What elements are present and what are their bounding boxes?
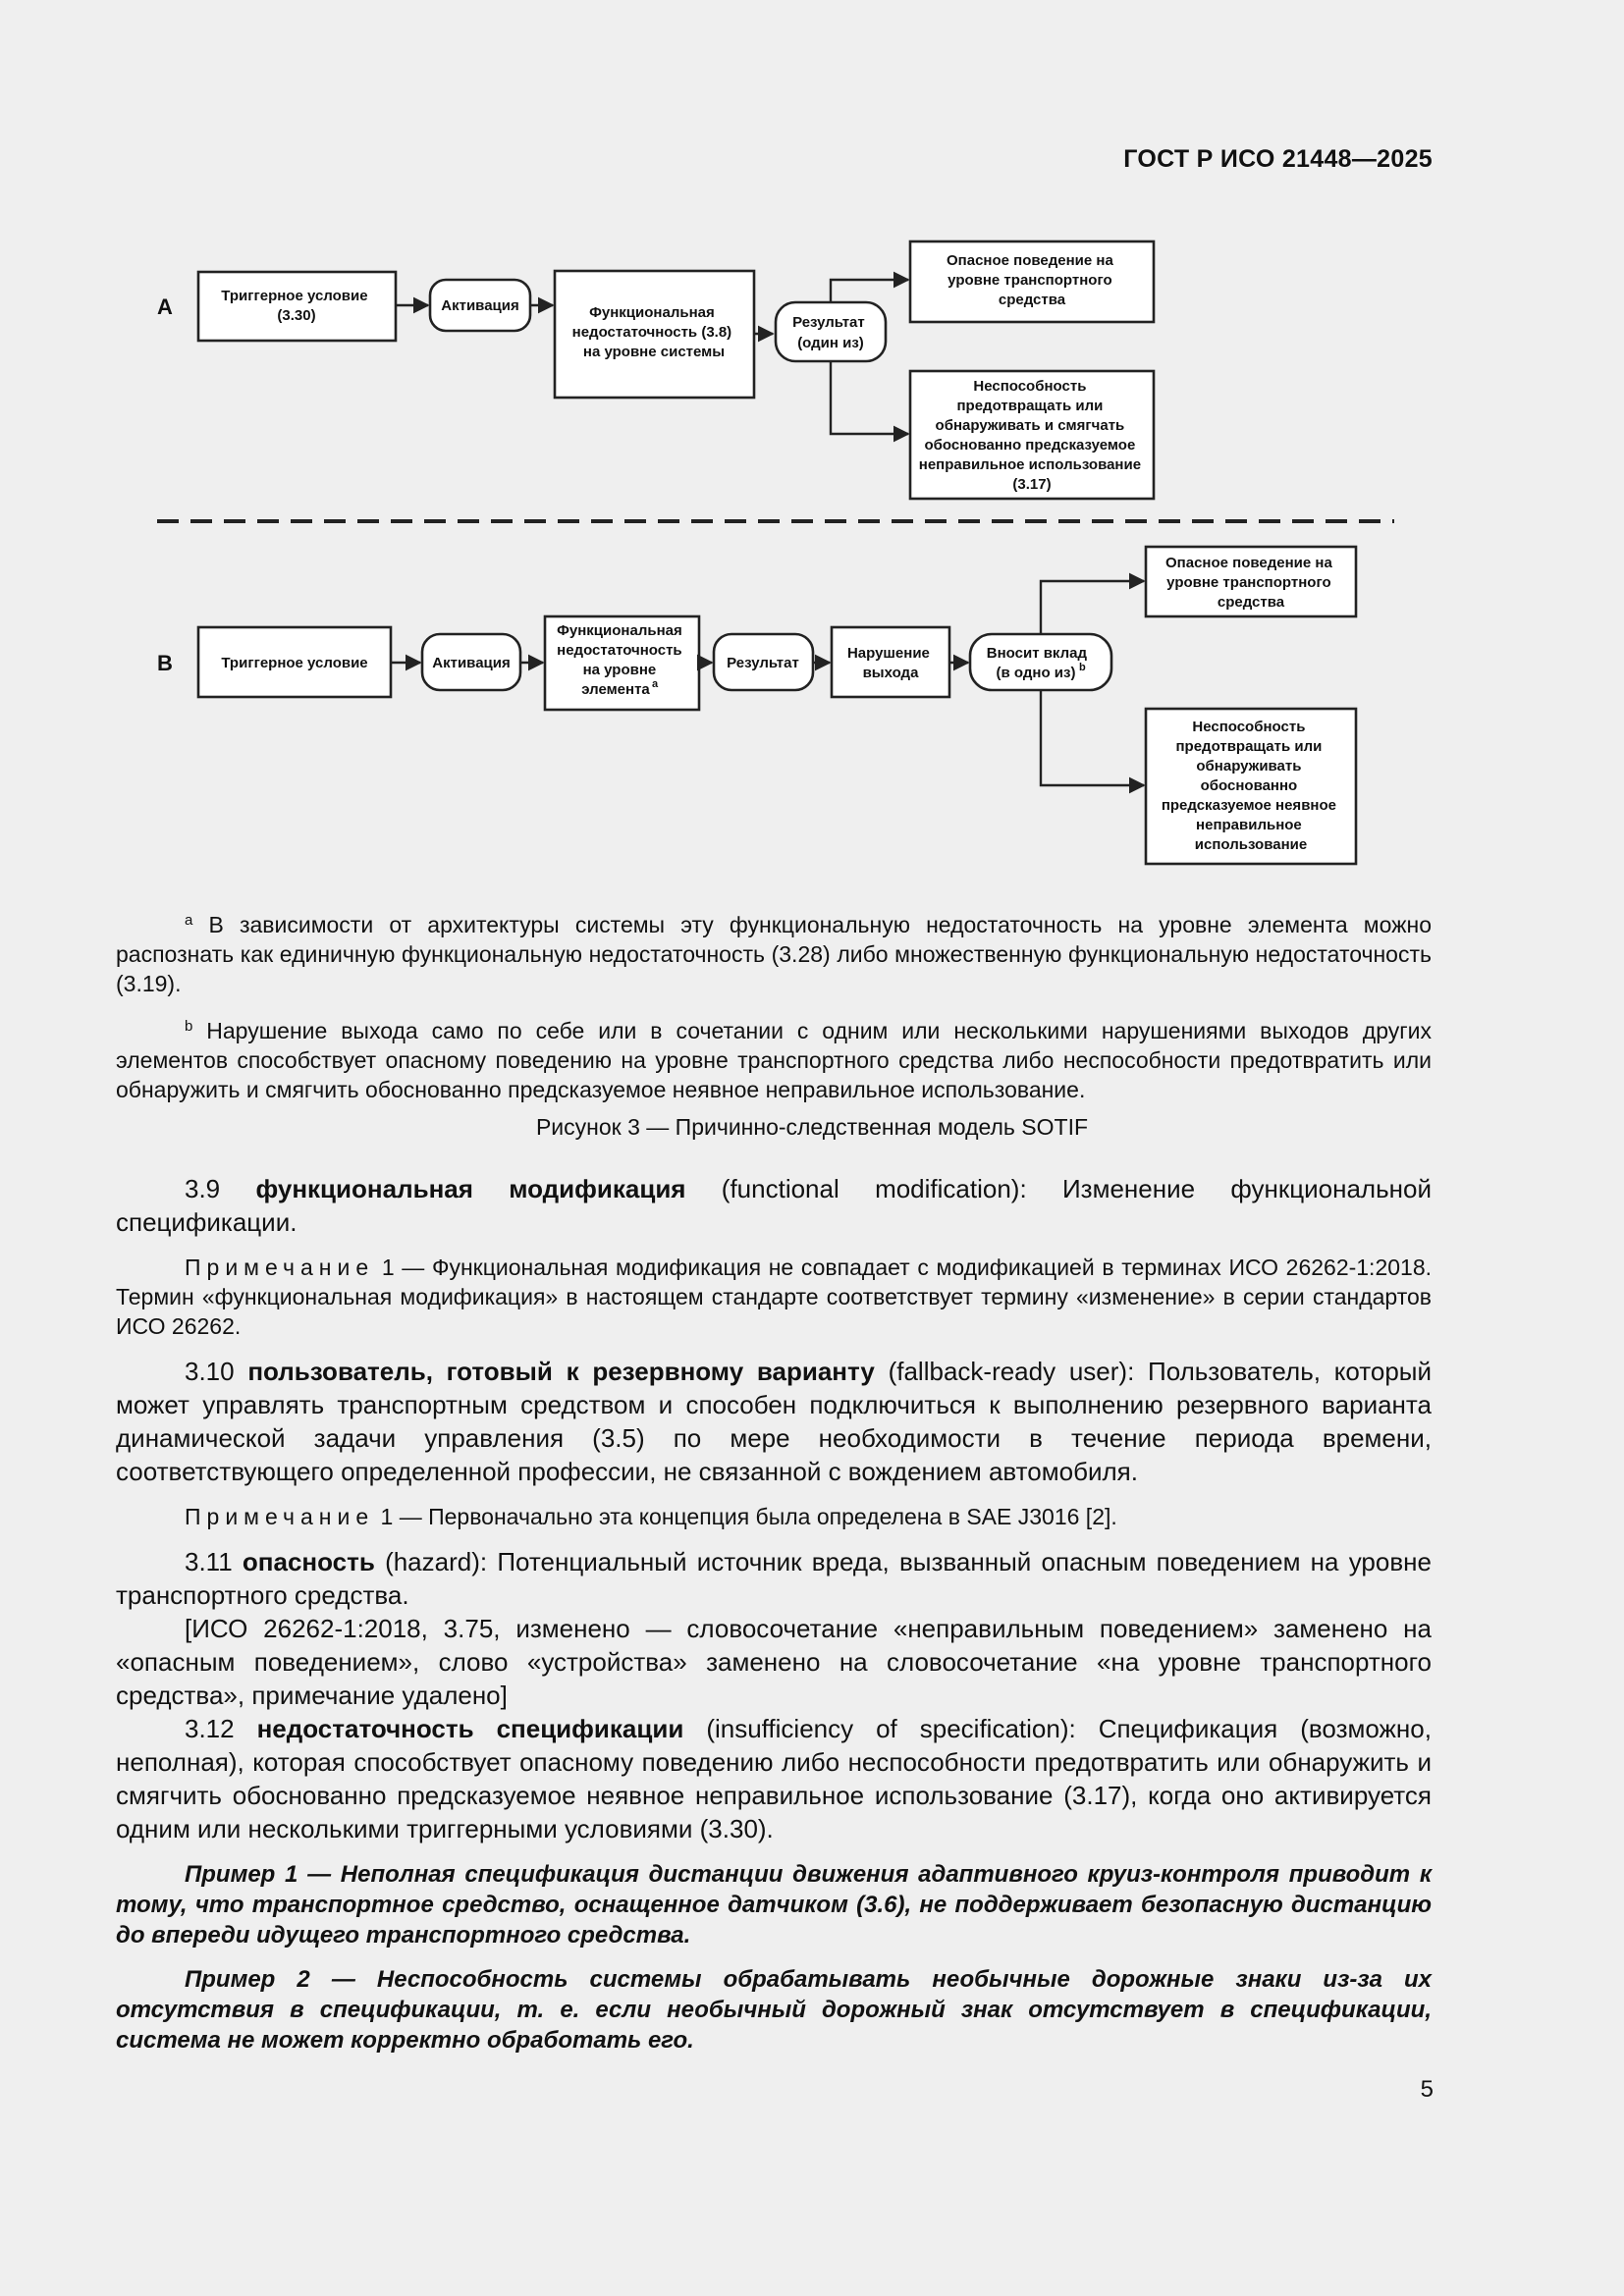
b-arrow-out1 [1041,581,1144,634]
b-arrow-out2 [1041,690,1144,785]
a-result-box [776,302,886,361]
section-3-9: 3.9 функциональная модификация (functional modification): Изменение функциональной спецификации. [116,1174,1432,1237]
figure-footnotes [116,906,1432,1118]
a-out1-text: Опасное поведение на уровне транспортного средства [947,252,1113,308]
citation-3-11: [ИСО 26262-1:2018, 3.75, изменено — словосочетание «неправильным поведением» заменено на «опасным поведением», слово «устройства» заменено на словосочетание «на уровне транспортного средства», примечание удалено] [116,1614,1432,1710]
a-activation-text: Активация [441,297,519,314]
b-contributes-box [970,634,1111,690]
footnote-b: $^b$ Нарушение выхода само по себе или в сочетании с одним или несколькими нарушениями выходов других элементов способствует опасному поведению на уровне транспортного средства либо неспособности предотвратить или обнаружить и смягчить обоснованно предсказуемое неявное неправильное использование. [116,1018,1432,1102]
b-out1-text: Опасное поведение на уровне транспортного средства [1165,555,1332,611]
b-trigger-text: Триггерное условие [221,655,368,671]
b-out2-text: Неспособность предотвращать или обнаруживать обоснованно предсказуемое неявное неправильное использование [1161,719,1336,853]
a-arrow-out1 [831,280,908,302]
figure-caption: Рисунок 3 — Причинно-следственная модель SOTIF [535,1114,1089,1140]
term-heading: недостаточность спецификации [256,1714,684,1743]
footnote-a: $^a$ В зависимости от архитектуры системы эту функциональную недостаточность на уровне элемента можно распознать как единичную функциональную недостаточность (3.28) либо множественную функциональную недостаточность (3.19). [116,912,1432,996]
b-violation-text: Нарушение выхода [846,645,930,681]
term-heading: пользователь, готовый к резервному варианту [247,1357,875,1386]
b-activation-text: Активация [432,655,511,671]
b-insufficiency-sup: a [652,678,659,690]
section-3-10: 3.10 пользователь, готовый к резервному варианту (fallback-ready user): Пользователь, который может управлять транспортным средством и способен подключиться к выполнению резервного варианта динамической задачи управления (3.5) по мере необходимости в течение периода времени, соответствующего определенной профессии, не связанной с вождением автомобиля. [116,1357,1432,1486]
b-result-text: Результат [727,655,799,671]
b-contributes-sup: b [1079,662,1086,673]
section-3-12: 3.12 недостаточность спецификации (insufficiency of specification): Спецификация (возможно, неполная), которая способствует опасному поведению либо неспособности предотвратить или обнаружить и смягчить обоснованно предсказуемое неявное неправильное использование (3.17), когда оно активируется одним или несколькими триггерными условиями (3.30). [116,1714,1432,1843]
a-trigger-box [198,272,396,341]
a-arrow-out2 [831,361,908,434]
page-number: 5 [1420,2076,1434,2103]
causal-model-figure [0,0,1624,883]
example-2: Пример 2 — Неспособность системы обрабатывать необычные дорожные знаки из-за их отсутствия в спецификации, т. е. если необычный дорожный знак отсутствует в спецификации, система не может корректно обработать его. [116,1966,1432,2054]
term-heading: опасность [242,1547,375,1576]
note-3-10: Примечание 1 — Первоначально эта концепция была определена в SAE J3016 [2]. [185,1504,1117,1529]
panel-a-label: A [157,294,173,319]
term-heading: функциональная модификация [255,1174,686,1203]
a-insufficiency-text: Функциональная недостаточность (3.8) на уровне системы [571,304,732,360]
a-result-text: Результат (один из) [792,314,865,351]
example-1: Пример 1 — Неполная спецификация дистанции движения адаптивного круиз-контроля приводит к тому, что транспортное средство, оснащенное датчиком (3.6), не поддерживает безопасную дистанцию до впереди идущего транспортного средства. [116,1861,1432,1949]
b-insufficiency-text: Функциональная недостаточность на уровне элемента [557,622,682,698]
a-trigger-text: Триггерное условие (3.30) [221,288,368,324]
note-3-9: Примечание 1 — Функциональная модификация не совпадает с модификацией в терминах ИСО 26262-1:2018. Термин «функциональная модификация» в настоящем стандарте соответствует термину «изменение» в серии стандартов ИСО 26262. [116,1255,1433,1339]
b-violation-box [832,627,949,697]
document-id: ГОСТ Р ИСО 21448—2025 [1123,145,1433,173]
a-out2-text: Неспособность предотвращать или обнаруживать и смягчать обоснованно предсказуемое неправильное использование (3.17) [918,378,1142,493]
panel-b-label: B [157,651,173,675]
b-contributes-text: Вносит вклад (в одно из) [986,645,1088,681]
section-3-11: 3.11 опасность (hazard): Потенциальный источник вреда, вызванный опасным поведением на уровне транспортного средства. [116,1547,1432,1610]
definitions [116,1172,1432,2056]
